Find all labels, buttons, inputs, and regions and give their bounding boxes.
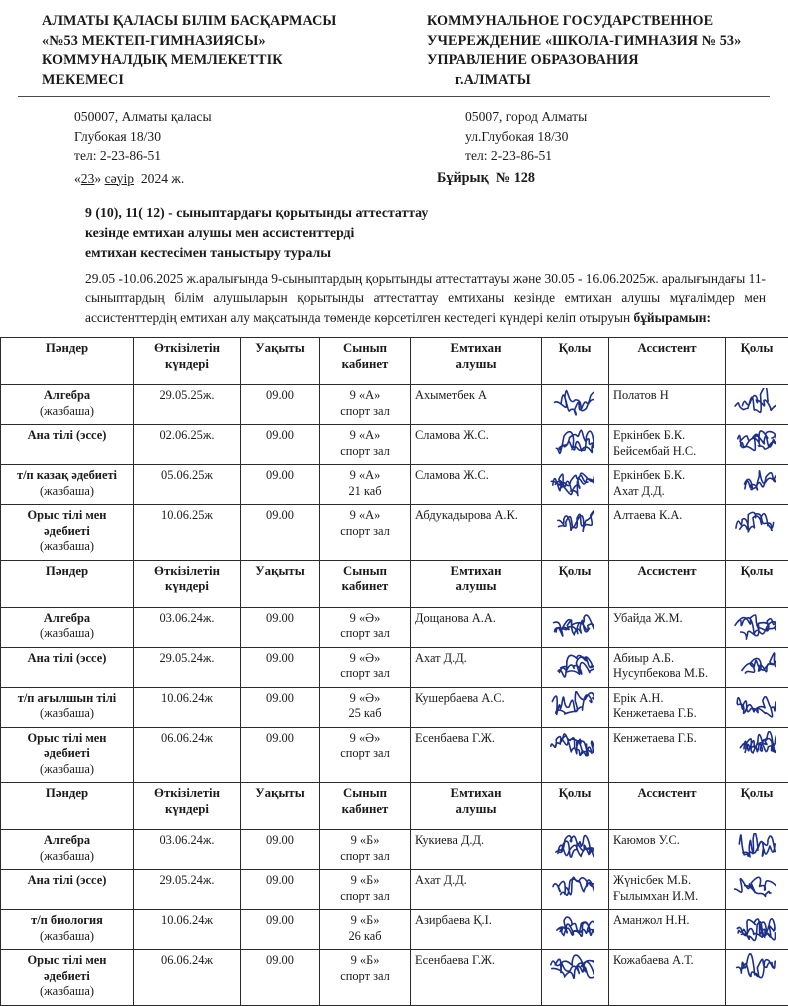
- cell-assistant-names: [609, 687, 726, 727]
- signature-mark: [546, 508, 604, 538]
- cell-assistant-names: [609, 727, 726, 783]
- table-row: [1, 950, 788, 1006]
- column-header-signature-assistant-0: [726, 338, 788, 385]
- letterhead-ru-line-1: КОММУНАЛЬНОЕ ГОСУДАРСТВЕННОЕ: [427, 12, 776, 32]
- letterhead-kazakh: [12, 12, 417, 90]
- signature-mark: [546, 388, 604, 418]
- cell-assistant-names: [609, 647, 726, 687]
- class-name: 9 «А»: [350, 468, 381, 482]
- header-text: Уақыты: [255, 564, 304, 578]
- cell-examiner-name: Дощанова А.А.: [411, 607, 542, 647]
- signature-mark: [546, 833, 604, 863]
- assistant-name: Аманжол Н.Н.: [613, 913, 721, 929]
- header-text: Қолы: [741, 564, 774, 578]
- column-header-signature-assistant-1: [726, 560, 788, 607]
- cell-exam-date: 29.05.24ж.: [134, 870, 241, 910]
- column-header-time-2: [241, 783, 320, 830]
- cell-assistant-signature: [726, 425, 788, 465]
- cell-examiner-signature: [542, 505, 609, 561]
- title-line-3: емтихан кестесімен таныстыру туралы: [85, 243, 728, 263]
- cell-exam-time: 09.00: [241, 727, 320, 783]
- cell-assistant-signature: [726, 830, 788, 870]
- subject-note: (жазбаша): [5, 849, 129, 865]
- room-name: 26 каб: [324, 929, 406, 945]
- subject-note: (жазбаша): [5, 484, 129, 500]
- address-ru-line-3: тел: 2-23-86-51: [465, 146, 776, 166]
- letterhead-kz-line-4: МЕКЕМЕСІ: [42, 71, 417, 91]
- cell-class-room: [320, 425, 411, 465]
- cell-assistant-signature: [726, 687, 788, 727]
- cell-exam-time: 09.00: [241, 870, 320, 910]
- table-header-row: [1, 783, 788, 830]
- subject-note: (жазбаша): [5, 404, 129, 420]
- room-name: спорт зал: [324, 626, 406, 642]
- header-text: Өткізілетін: [154, 341, 220, 355]
- cell-assistant-signature: [726, 950, 788, 1006]
- header-text-second-line: күндері: [165, 579, 209, 593]
- header-text: Пәндер: [46, 786, 88, 800]
- assistant-name: Ерік А.Н.: [613, 691, 721, 707]
- cell-assistant-names: [609, 950, 726, 1006]
- signature-mark: [546, 651, 604, 681]
- cell-assistant-names: [609, 465, 726, 505]
- column-header-assistant-1: [609, 560, 726, 607]
- letterhead-divider: [18, 96, 770, 97]
- cell-assistant-signature: [726, 870, 788, 910]
- cell-examiner-name: Есенбаева Г.Ж.: [411, 727, 542, 783]
- table-row: [1, 870, 788, 910]
- address-ru-line-1: 05007, город Алматы: [465, 107, 776, 127]
- subject-name: т/п ағылшын тілі: [18, 691, 117, 705]
- date-year: 2024 ж.: [141, 171, 184, 186]
- cell-subject: [1, 425, 134, 465]
- column-header-assistant-2: [609, 783, 726, 830]
- cell-examiner-signature: [542, 647, 609, 687]
- header-text-second-line: алушы: [456, 579, 497, 593]
- cell-exam-time: 09.00: [241, 687, 320, 727]
- cell-assistant-names: [609, 910, 726, 950]
- table-row: [1, 647, 788, 687]
- column-header-date-2: [134, 783, 241, 830]
- column-header-signature-examiner-2: [542, 783, 609, 830]
- address-kazakh: [12, 107, 417, 189]
- cell-exam-time: 09.00: [241, 950, 320, 1006]
- header-text: Қолы: [741, 786, 774, 800]
- cell-examiner-name: Абдукадырова А.К.: [411, 505, 542, 561]
- signature-mark: [730, 611, 784, 641]
- exam-schedule-table: [0, 337, 788, 1006]
- cell-examiner-name: Ахат Д.Д.: [411, 647, 542, 687]
- cell-exam-time: 09.00: [241, 385, 320, 425]
- subject-name: Ана тілі (эссе): [28, 873, 107, 887]
- cell-exam-date: 10.06.24ж: [134, 910, 241, 950]
- signature-mark: [546, 953, 604, 983]
- cell-assistant-names: [609, 385, 726, 425]
- cell-assistant-signature: [726, 727, 788, 783]
- header-text-second-line: күндері: [165, 802, 209, 816]
- letterhead-ru-line-2: УЧЕРЕЖДЕНИЕ «ШКОЛА-ГИМНАЗИЯ № 53»: [427, 32, 776, 52]
- table-row: [1, 727, 788, 783]
- cell-subject: [1, 385, 134, 425]
- class-name: 9 «А»: [350, 388, 381, 402]
- room-name: спорт зал: [324, 666, 406, 682]
- header-text: Ассистент: [638, 341, 697, 355]
- cell-exam-date: 02.06.25ж.: [134, 425, 241, 465]
- cell-examiner-signature: [542, 687, 609, 727]
- header-text: Өткізілетін: [154, 786, 220, 800]
- column-header-signature-examiner-0: [542, 338, 609, 385]
- class-name: 9 «Б»: [351, 833, 380, 847]
- cell-class-room: [320, 607, 411, 647]
- cell-examiner-name: Кушербаева А.С.: [411, 687, 542, 727]
- class-name: 9 «Б»: [351, 953, 380, 967]
- cell-examiner-name: Есенбаева Г.Ж.: [411, 950, 542, 1006]
- cell-exam-date: 06.06.24ж: [134, 950, 241, 1006]
- class-name: 9 «А»: [350, 508, 381, 522]
- cell-assistant-names: [609, 830, 726, 870]
- signature-mark: [730, 833, 784, 863]
- cell-assistant-names: [609, 607, 726, 647]
- column-header-signature-examiner-1: [542, 560, 609, 607]
- cell-examiner-signature: [542, 607, 609, 647]
- subject-name: Орыс тілі мен әдебиеті: [28, 953, 107, 983]
- subject-note: (жазбаша): [5, 929, 129, 945]
- body-paragraph-order-word: бұйырамын:: [634, 310, 711, 325]
- cell-class-room: [320, 465, 411, 505]
- signature-mark: [730, 508, 784, 538]
- cell-class-room: [320, 385, 411, 425]
- column-header-subject-1: [1, 560, 134, 607]
- assistant-name: Кенжетаева Г.Б.: [613, 731, 721, 747]
- cell-subject: [1, 870, 134, 910]
- column-header-class-2: [320, 783, 411, 830]
- column-header-date-0: [134, 338, 241, 385]
- cell-examiner-name: Ахат Д.Д.: [411, 870, 542, 910]
- column-header-subject-0: [1, 338, 134, 385]
- room-name: спорт зал: [324, 444, 406, 460]
- date-month: сәуір: [105, 171, 134, 186]
- signature-mark: [730, 651, 784, 681]
- header-text-second-line: алушы: [456, 802, 497, 816]
- cell-class-room: [320, 505, 411, 561]
- column-header-assistant-0: [609, 338, 726, 385]
- signature-mark: [546, 691, 604, 721]
- subject-name: Ана тілі (эссе): [28, 651, 107, 665]
- header-text: Қолы: [559, 564, 592, 578]
- cell-examiner-name: Ахыметбек А: [411, 385, 542, 425]
- cell-subject: [1, 687, 134, 727]
- address-russian: [417, 107, 776, 189]
- header-text: Сынып: [343, 786, 387, 800]
- cell-class-room: [320, 647, 411, 687]
- cell-exam-date: 10.06.25ж: [134, 505, 241, 561]
- column-header-time-0: [241, 338, 320, 385]
- cell-subject: [1, 910, 134, 950]
- address-kz-line-3: тел: 2-23-86-51: [74, 146, 417, 166]
- header-text: Ассистент: [638, 786, 697, 800]
- header-text-second-line: кабинет: [342, 357, 389, 371]
- cell-examiner-name: Азирбаева Қ.І.: [411, 910, 542, 950]
- subject-name: Орыс тілі мен әдебиеті: [28, 731, 107, 761]
- column-header-subject-2: [1, 783, 134, 830]
- signature-mark: [546, 913, 604, 943]
- cell-examiner-signature: [542, 385, 609, 425]
- column-header-examiner-0: [411, 338, 542, 385]
- signature-mark: [546, 468, 604, 498]
- cell-subject: [1, 505, 134, 561]
- header-text: Емтихан: [451, 564, 502, 578]
- cell-assistant-signature: [726, 385, 788, 425]
- cell-subject: [1, 727, 134, 783]
- header-text: Сынып: [343, 564, 387, 578]
- table-row: [1, 910, 788, 950]
- title-line-2: кезінде емтихан алушы мен ассистенттерді: [85, 223, 728, 243]
- column-header-date-1: [134, 560, 241, 607]
- cell-class-room: [320, 910, 411, 950]
- signature-mark: [730, 873, 784, 903]
- column-header-signature-assistant-2: [726, 783, 788, 830]
- table-row: [1, 425, 788, 465]
- signature-mark: [546, 731, 604, 761]
- cell-examiner-name: Сламова Ж.С.: [411, 465, 542, 505]
- body-paragraph: [0, 269, 788, 328]
- header-text: Пәндер: [46, 341, 88, 355]
- cell-exam-time: 09.00: [241, 505, 320, 561]
- subject-note: (жазбаша): [5, 539, 129, 555]
- letterhead-ru-line-4: г.АЛМАТЫ: [427, 71, 776, 91]
- cell-exam-time: 09.00: [241, 425, 320, 465]
- class-name: 9 «Ә»: [350, 611, 381, 625]
- assistant-name: Кожабаева А.Т.: [613, 953, 721, 969]
- order-label: Бұйрық: [437, 170, 489, 186]
- date-close-quote: »: [94, 171, 101, 186]
- cell-assistant-signature: [726, 910, 788, 950]
- cell-examiner-signature: [542, 870, 609, 910]
- room-name: спорт зал: [324, 969, 406, 985]
- cell-assistant-signature: [726, 607, 788, 647]
- header-text: Қолы: [559, 341, 592, 355]
- cell-examiner-signature: [542, 830, 609, 870]
- table-header-row: [1, 338, 788, 385]
- signature-mark: [546, 428, 604, 458]
- class-name: 9 «Б»: [351, 913, 380, 927]
- table-row: [1, 607, 788, 647]
- address-block: [0, 107, 788, 189]
- subject-name: Алгебра: [44, 833, 90, 847]
- assistant-name: Еркінбек Б.К.: [613, 468, 721, 484]
- column-header-examiner-1: [411, 560, 542, 607]
- cell-class-room: [320, 870, 411, 910]
- room-name: спорт зал: [324, 849, 406, 865]
- cell-exam-date: 29.05.24ж.: [134, 647, 241, 687]
- cell-exam-time: 09.00: [241, 647, 320, 687]
- assistant-name: Жүнісбек М.Б.: [613, 873, 721, 889]
- subject-name: Ана тілі (эссе): [28, 428, 107, 442]
- letterhead-russian: [417, 12, 776, 90]
- order-date: [74, 168, 417, 189]
- header-text: Қолы: [741, 341, 774, 355]
- cell-subject: [1, 830, 134, 870]
- assistant-name: Ахат Д.Д.: [613, 484, 721, 500]
- header-text: Пәндер: [46, 564, 88, 578]
- cell-examiner-signature: [542, 950, 609, 1006]
- signature-mark: [546, 873, 604, 903]
- subject-note: (жазбаша): [5, 706, 129, 722]
- signature-mark: [730, 468, 784, 498]
- header-text-second-line: кабинет: [342, 579, 389, 593]
- assistant-name: Абиыр А.Б.: [613, 651, 721, 667]
- subject-note: (жазбаша): [5, 984, 129, 1000]
- subject-note: (жазбаша): [5, 626, 129, 642]
- cell-exam-date: 03.06.24ж.: [134, 830, 241, 870]
- cell-assistant-names: [609, 425, 726, 465]
- subject-name: т/п казақ әдебиеті: [17, 468, 117, 482]
- table-header-row: [1, 560, 788, 607]
- cell-examiner-signature: [542, 465, 609, 505]
- cell-exam-time: 09.00: [241, 465, 320, 505]
- cell-examiner-signature: [542, 727, 609, 783]
- cell-exam-time: 09.00: [241, 830, 320, 870]
- cell-examiner-signature: [542, 910, 609, 950]
- class-name: 9 «Ә»: [350, 651, 381, 665]
- cell-examiner-name: Кукиева Д.Д.: [411, 830, 542, 870]
- subject-name: Орыс тілі мен әдебиеті: [28, 508, 107, 538]
- header-text: Қолы: [559, 786, 592, 800]
- header-text-second-line: кабинет: [342, 802, 389, 816]
- assistant-name: Кенжетаева Г.Б.: [613, 706, 721, 722]
- signature-mark: [730, 731, 784, 761]
- table-row: [1, 830, 788, 870]
- signature-mark: [546, 611, 604, 641]
- assistant-name: Ғылымхан И.М.: [613, 889, 721, 905]
- cell-exam-date: 03.06.24ж.: [134, 607, 241, 647]
- assistant-name: Каюмов У.С.: [613, 833, 721, 849]
- table-row: [1, 385, 788, 425]
- signature-mark: [730, 953, 784, 983]
- column-header-class-0: [320, 338, 411, 385]
- header-text: Уақыты: [255, 786, 304, 800]
- cell-exam-date: 05.06.25ж: [134, 465, 241, 505]
- header-text: Ассистент: [638, 564, 697, 578]
- table-row: [1, 505, 788, 561]
- cell-exam-time: 09.00: [241, 910, 320, 950]
- title-line-1: 9 (10), 11( 12) - сыныптардағы қорытынды аттестаттау: [85, 203, 728, 223]
- cell-examiner-signature: [542, 425, 609, 465]
- room-name: спорт зал: [324, 404, 406, 420]
- assistant-name: Убайда Ж.М.: [613, 611, 721, 627]
- order-identifier: [437, 168, 776, 189]
- header-text: Емтихан: [451, 341, 502, 355]
- cell-class-room: [320, 687, 411, 727]
- cell-exam-date: 29.05.25ж.: [134, 385, 241, 425]
- cell-exam-time: 09.00: [241, 607, 320, 647]
- header-text: Уақыты: [255, 341, 304, 355]
- letterhead-kz-line-3: КОММУНАЛДЫҚ МЕМЛЕКЕТТІК: [42, 51, 417, 71]
- header-text: Өткізілетін: [154, 564, 220, 578]
- cell-class-room: [320, 830, 411, 870]
- cell-subject: [1, 607, 134, 647]
- address-kz-line-1: 050007, Алматы қаласы: [74, 107, 417, 127]
- letterhead-kz-line-2: «№53 МЕКТЕП-ГИМНАЗИЯСЫ»: [42, 32, 417, 52]
- cell-exam-date: 06.06.24ж: [134, 727, 241, 783]
- table-row: [1, 465, 788, 505]
- cell-assistant-signature: [726, 505, 788, 561]
- cell-assistant-names: [609, 870, 726, 910]
- class-name: 9 «Б»: [351, 873, 380, 887]
- header-text: Емтихан: [451, 786, 502, 800]
- date-day: 23: [81, 171, 95, 186]
- cell-assistant-signature: [726, 465, 788, 505]
- column-header-class-1: [320, 560, 411, 607]
- room-name: 25 каб: [324, 706, 406, 722]
- header-text-second-line: күндері: [165, 357, 209, 371]
- document-title: [0, 203, 788, 263]
- class-name: 9 «А»: [350, 428, 381, 442]
- room-name: спорт зал: [324, 889, 406, 905]
- header-text: Сынып: [343, 341, 387, 355]
- address-ru-line-2: ул.Глубокая 18/30: [465, 127, 776, 147]
- letterhead-ru-line-3: УПРАВЛЕНИЕ ОБРАЗОВАНИЯ: [427, 51, 776, 71]
- assistant-name: Еркінбек Б.К.: [613, 428, 721, 444]
- subject-note: (жазбаша): [5, 762, 129, 778]
- subject-name: Алгебра: [44, 611, 90, 625]
- subject-name: Алгебра: [44, 388, 90, 402]
- assistant-name: Полатов Н: [613, 388, 721, 404]
- body-paragraph-text: 29.05 -10.06.2025 ж.аралығында 9-сыныптардың қорытынды аттестаттауы және 30.05 - 16.06.2025ж. аралығындағы 11-сыныптардың білім алушыларын қорытынды аттестаттау емтиханы кезінде емтихан алушы мұғалімдер мен ассистенттердің емтихан алу мақсатында төменде көрсетілген кестедегі күндері келіп отыруын: [85, 271, 766, 325]
- letterhead-kz-line-1: АЛМАТЫ ҚАЛАСЫ БІЛІМ БАСҚАРМАСЫ: [42, 12, 417, 32]
- cell-subject: [1, 647, 134, 687]
- assistant-name: Алтаева К.А.: [613, 508, 721, 524]
- cell-subject: [1, 950, 134, 1006]
- column-header-time-1: [241, 560, 320, 607]
- room-name: 21 каб: [324, 484, 406, 500]
- class-name: 9 «Ә»: [350, 731, 381, 745]
- assistant-name: Бейсембай Н.С.: [613, 444, 721, 460]
- class-name: 9 «Ә»: [350, 691, 381, 705]
- cell-assistant-names: [609, 505, 726, 561]
- header-text-second-line: алушы: [456, 357, 497, 371]
- cell-assistant-signature: [726, 647, 788, 687]
- room-name: спорт зал: [324, 746, 406, 762]
- assistant-name: Нусупбекова М.Б.: [613, 666, 721, 682]
- column-header-examiner-2: [411, 783, 542, 830]
- date-open-quote: «: [74, 171, 81, 186]
- cell-class-room: [320, 950, 411, 1006]
- table-row: [1, 687, 788, 727]
- order-number: № 128: [496, 170, 535, 186]
- subject-name: т/п биология: [31, 913, 103, 927]
- room-name: спорт зал: [324, 524, 406, 540]
- cell-class-room: [320, 727, 411, 783]
- signature-mark: [730, 691, 784, 721]
- cell-subject: [1, 465, 134, 505]
- signature-mark: [730, 913, 784, 943]
- cell-exam-date: 10.06.24ж: [134, 687, 241, 727]
- signature-mark: [730, 428, 784, 458]
- address-kz-line-2: Глубокая 18/30: [74, 127, 417, 147]
- letterhead: [0, 0, 788, 90]
- signature-mark: [730, 388, 784, 418]
- cell-examiner-name: Сламова Ж.С.: [411, 425, 542, 465]
